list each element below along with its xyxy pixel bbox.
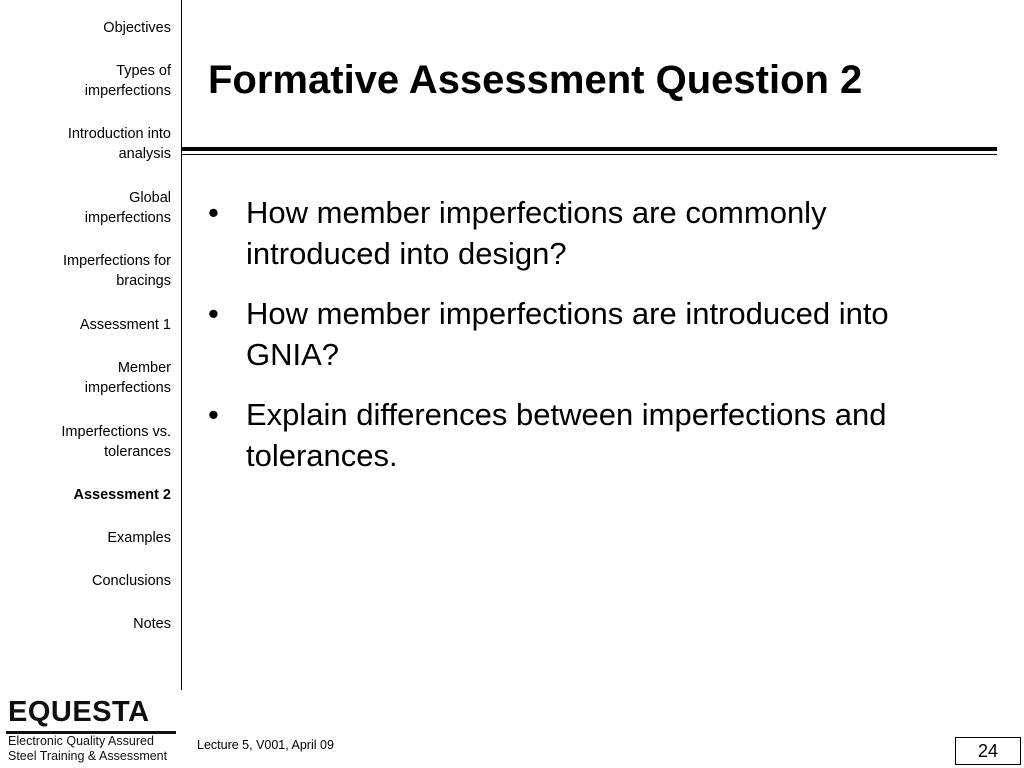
question-text-line: How member imperfections are introduced into bbox=[246, 296, 889, 331]
question-text-line: tolerances. bbox=[246, 438, 398, 473]
sidebar-item-label: tolerances bbox=[104, 444, 171, 460]
sidebar-item-label: Objectives bbox=[103, 20, 171, 36]
sidebar-item-label: imperfections bbox=[84, 83, 171, 99]
sidebar-item-label: analysis bbox=[118, 146, 171, 162]
page-number: 24 bbox=[955, 737, 1021, 765]
sidebar-item-label: Examples bbox=[107, 530, 171, 546]
sidebar-item-label: Member bbox=[117, 360, 171, 376]
question-text-line: introduced into design? bbox=[246, 236, 567, 271]
title-divider-thin bbox=[182, 154, 997, 155]
bullet-icon: • bbox=[208, 296, 219, 331]
sidebar-item-label: bracings bbox=[116, 273, 171, 289]
sidebar-item-assessment-1[interactable] bbox=[1, 315, 171, 335]
sidebar-item-imperfections-vs-tolerances[interactable] bbox=[1, 422, 171, 462]
title-divider-thick bbox=[182, 147, 997, 151]
question-item bbox=[208, 394, 998, 476]
sidebar-item-label: Global bbox=[129, 190, 171, 206]
sidebar-item-label: Notes bbox=[133, 616, 171, 632]
bullet-icon: • bbox=[208, 397, 219, 432]
question-text-line: How member imperfections are commonly bbox=[246, 195, 827, 230]
sidebar-item-label: imperfections bbox=[84, 210, 171, 226]
sidebar-item-member-imperfections[interactable] bbox=[1, 358, 171, 398]
question-text-line: GNIA? bbox=[246, 337, 340, 372]
sidebar-item-label: Types of bbox=[116, 63, 171, 79]
logo-tagline-1: Electronic Quality Assured bbox=[8, 734, 154, 748]
sidebar-item-notes[interactable] bbox=[1, 614, 171, 634]
sidebar-item-imperfections-for-bracings[interactable] bbox=[1, 251, 171, 291]
sidebar-item-assessment-2[interactable] bbox=[1, 485, 171, 505]
question-text-line: Explain differences between imperfections and bbox=[246, 397, 887, 432]
equesta-logo bbox=[6, 694, 178, 764]
sidebar-item-label: Conclusions bbox=[92, 573, 171, 589]
sidebar-item-introduction-into-analysis[interactable] bbox=[1, 124, 171, 164]
logo-wordmark: EQUESTA bbox=[8, 696, 150, 728]
sidebar-nav bbox=[0, 0, 182, 690]
sidebar-item-label: Assessment 1 bbox=[79, 317, 171, 333]
question-item bbox=[208, 293, 998, 375]
sidebar-item-objectives[interactable] bbox=[1, 18, 171, 38]
sidebar-item-label: Introduction into bbox=[67, 126, 171, 142]
sidebar-item-label: Imperfections vs. bbox=[61, 424, 171, 440]
sidebar-item-global-imperfections[interactable] bbox=[1, 188, 171, 228]
sidebar-item-label: imperfections bbox=[84, 380, 171, 396]
slide-title: Formative Assessment Question 2 bbox=[208, 58, 863, 102]
sidebar-item-examples[interactable] bbox=[1, 528, 171, 548]
question-item bbox=[208, 192, 998, 274]
question-list bbox=[208, 192, 998, 495]
sidebar-item-conclusions[interactable] bbox=[1, 571, 171, 591]
sidebar-item-label: Assessment 2 bbox=[73, 487, 171, 503]
logo-tagline-2: Steel Training & Assessment bbox=[8, 749, 168, 763]
sidebar-item-types-of-imperfections[interactable] bbox=[1, 61, 171, 101]
sidebar-item-label: Imperfections for bbox=[63, 253, 171, 269]
bullet-icon: • bbox=[208, 195, 219, 230]
lecture-footer: Lecture 5, V001, April 09 bbox=[197, 738, 334, 752]
